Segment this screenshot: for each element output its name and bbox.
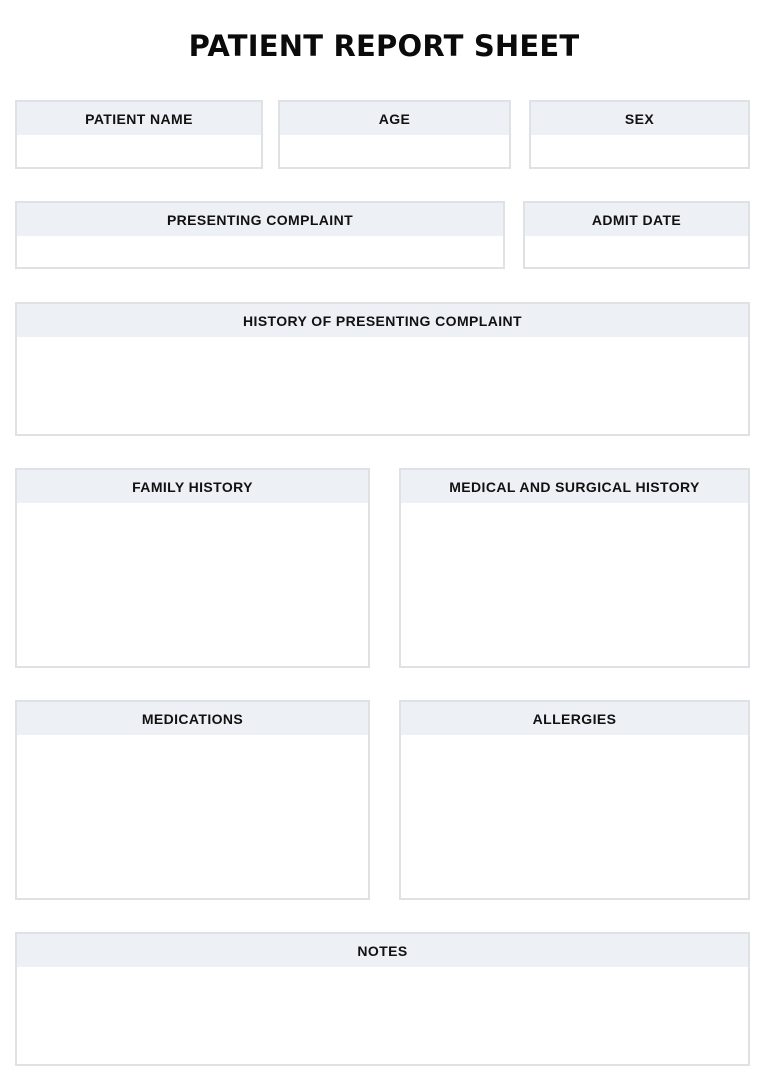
medical-and-surgical-history-field[interactable] [401, 503, 748, 666]
patient-name-label: PATIENT NAME [17, 102, 261, 135]
presenting-complaint-section [15, 201, 505, 269]
notes-label: NOTES [17, 934, 748, 967]
patient-name-field[interactable] [17, 135, 261, 167]
family-history-field[interactable] [17, 503, 368, 666]
history-of-presenting-complaint-label: HISTORY OF PRESENTING COMPLAINT [17, 304, 748, 337]
family-history-section [15, 468, 370, 668]
medical-and-surgical-history-section [399, 468, 750, 668]
sex-field[interactable] [531, 135, 748, 167]
family-history-label: FAMILY HISTORY [17, 470, 368, 503]
allergies-label: ALLERGIES [401, 702, 748, 735]
allergies-section [399, 700, 750, 900]
sex-label: SEX [531, 102, 748, 135]
age-section [278, 100, 511, 169]
admit-date-field[interactable] [525, 236, 748, 267]
patient-name-section [15, 100, 263, 169]
history-of-presenting-complaint-section [15, 302, 750, 436]
admit-date-section [523, 201, 750, 269]
medications-field[interactable] [17, 735, 368, 898]
history-of-presenting-complaint-field[interactable] [17, 337, 748, 434]
notes-field[interactable] [17, 967, 748, 1064]
notes-section [15, 932, 750, 1066]
sex-section [529, 100, 750, 169]
presenting-complaint-field[interactable] [17, 236, 503, 267]
medical-and-surgical-history-label: MEDICAL AND SURGICAL HISTORY [401, 470, 748, 503]
age-label: AGE [280, 102, 509, 135]
page-title: PATIENT REPORT SHEET [188, 29, 580, 63]
allergies-field[interactable] [401, 735, 748, 898]
presenting-complaint-label: PRESENTING COMPLAINT [17, 203, 503, 236]
medications-label: MEDICATIONS [17, 702, 368, 735]
age-field[interactable] [280, 135, 509, 167]
medications-section [15, 700, 370, 900]
admit-date-label: ADMIT DATE [525, 203, 748, 236]
